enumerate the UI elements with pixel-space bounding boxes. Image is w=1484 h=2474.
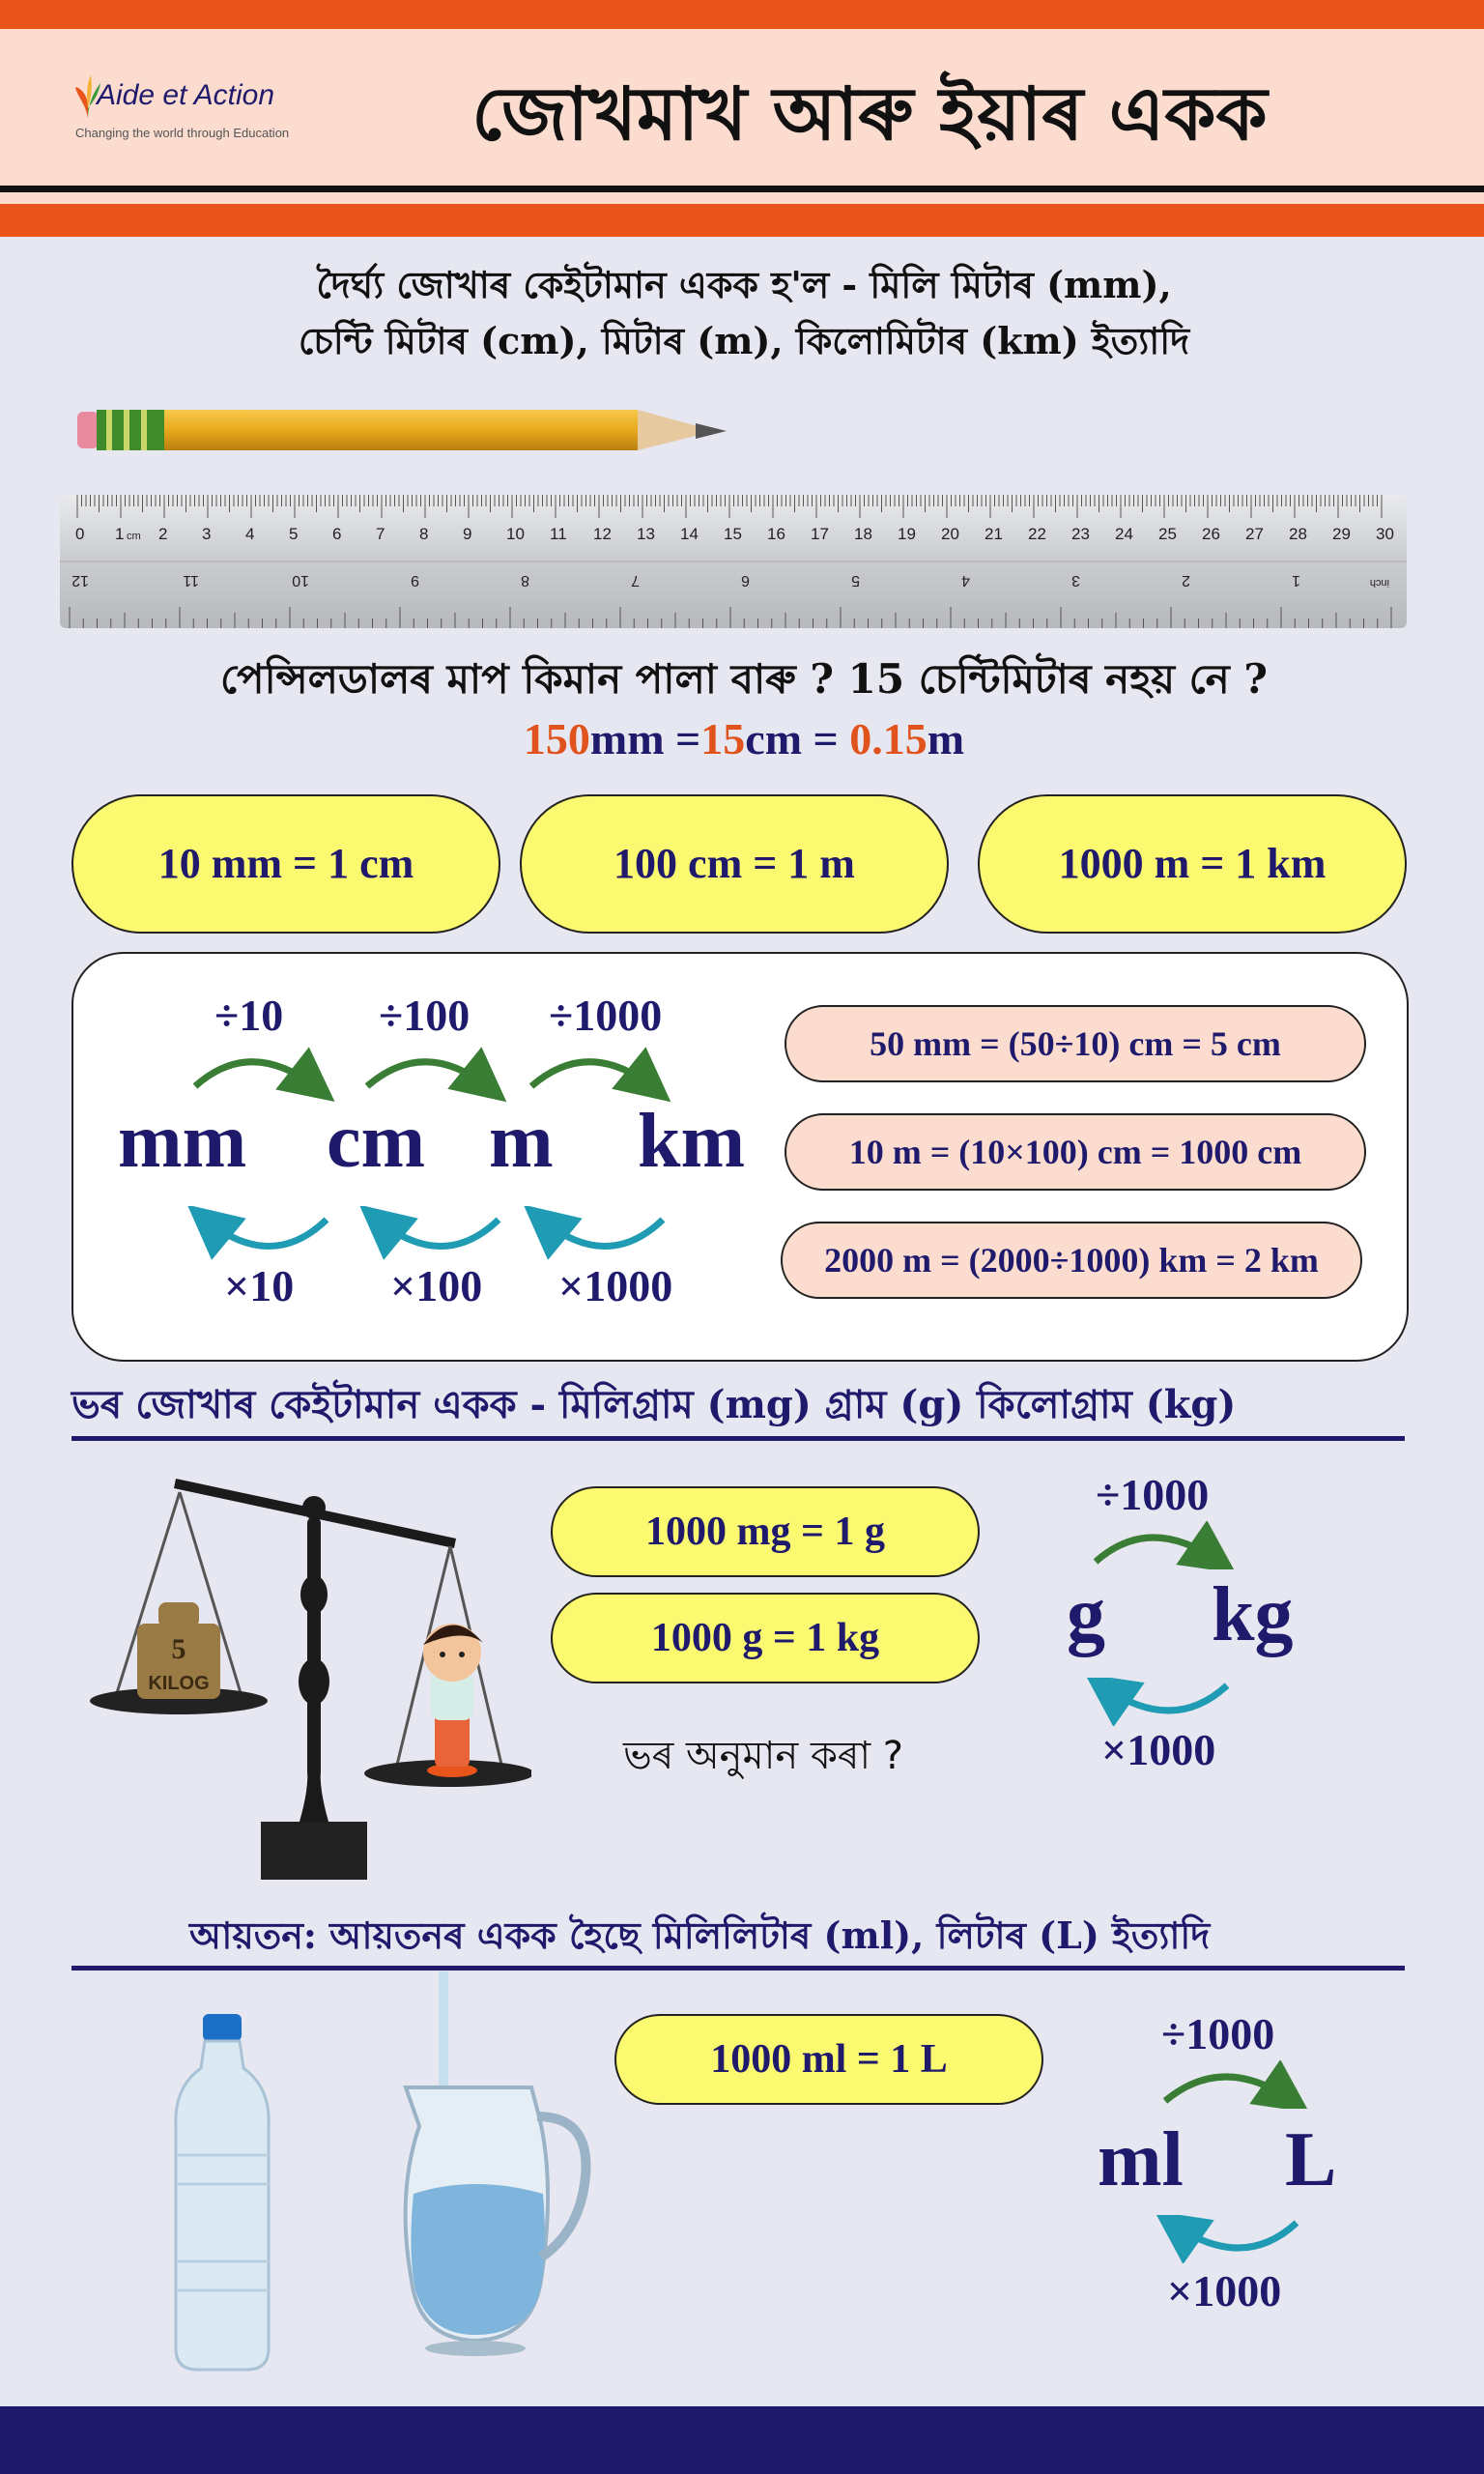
ruler-inch-label: 5 [851,572,860,589]
ruler-cm-label: 12 [593,525,612,543]
ruler-cm-label: 18 [854,525,872,543]
ruler-cm-label: 5 [289,525,299,543]
ruler-cm-label: 3 [202,525,212,543]
ruler-inch-label: 4 [961,572,970,589]
multiply-op-1000: ×1000 [558,1261,673,1310]
ruler-cm-label: 17 [811,525,829,543]
equiv-cm-unit: cm = [745,714,850,763]
ruler-cm-label: 6 [332,525,342,543]
ruler-cm-label: 13 [637,525,655,543]
footer-bar [0,2406,1484,2474]
example-m-cm: 10 m = (10×100) cm = 1000 cm [785,1113,1366,1191]
pill-g-kg: 1000 g = 1 kg [551,1593,980,1683]
ruler-cm-label: 29 [1332,525,1351,543]
volume-divide-arrow-icon [1156,2060,1310,2109]
multiply-op-10: ×10 [224,1261,295,1310]
volume-divide-op: ÷1000 [1161,2009,1275,2058]
unit-l: L [1285,2117,1337,2202]
pill-ml-l: 1000 ml = 1 L [614,2014,1043,2105]
length-intro-line1: দৈৰ্ঘ্য জোখাৰ কেইটামান একক হ'ল - মিলি মিটাৰ (mm), [316,263,1172,306]
ruler-cm-label: 19 [898,525,916,543]
ruler-inch-label: 2 [1182,572,1190,589]
ruler-cm-label: 24 [1115,525,1133,543]
pill-mg-g: 1000 mg = 1 g [551,1486,980,1577]
ruler-cm-label: 2 [158,525,168,543]
volume-multiply-arrow-icon [1156,2215,1310,2263]
ruler-cm-label: 15 [724,525,742,543]
pencil-image [77,396,734,458]
ruler-cm-label: 26 [1202,525,1220,543]
ruler-cm-unit: cm [127,531,141,542]
pill-m-km: 1000 m = 1 km [978,794,1407,934]
ruler-cm-label: 8 [419,525,429,543]
ruler-inch-label: 3 [1071,572,1080,589]
pill-mm-cm: 10 mm = 1 cm [71,794,500,934]
ruler-cm-label: 11 [550,525,567,543]
unit-cm: cm [327,1099,426,1184]
page-title: জোখমাখ আৰু ইয়াৰ একক [471,71,1268,157]
ruler-cm-label: 23 [1071,525,1090,543]
weight-multiply-op: ×1000 [1101,1725,1216,1774]
ruler-cm-label: 27 [1245,525,1264,543]
example-m-km: 2000 m = (2000÷1000) km = 2 km [781,1222,1362,1299]
length-intro-line2: চেন্টি মিটাৰ (cm), মিটাৰ (m), কিলোমিটাৰ (km) ইত্যাদি [298,319,1190,362]
arrow-cm-m-icon [367,1062,491,1089]
equiv-m-value: 0.15 [849,714,928,763]
balance-scale-image [77,1479,531,1894]
equiv-cm-value: 15 [700,714,746,763]
ruler-cm-label: 25 [1158,525,1177,543]
multiply-arrows [184,1206,686,1264]
pencil-question: পেন্সিলডালৰ মাপ কিমান পালা বাৰু ? 15 চেন্টিমিটাৰ নহয় নে ? [220,655,1268,703]
unit-ml: ml [1098,2117,1184,2202]
weight-multiply-arrow-icon [1086,1678,1241,1726]
weight-section-title: ভৰ জোখাৰ কেইটামান একক - মিলিগ্ৰাম (mg) গ্ৰাম (g) কিলোগ্ৰাম (kg) [71,1382,1237,1427]
weight-divide-op: ÷1000 [1096,1470,1210,1519]
header-divider-black [0,186,1484,192]
ruler-inch-label: 6 [741,572,750,589]
divide-op-10: ÷10 [214,991,284,1040]
unit-g: g [1067,1572,1105,1657]
equiv-mm-value: 150 [523,714,590,763]
unit-kg: kg [1212,1572,1294,1657]
weight-divider [71,1436,1405,1441]
ruler-cm-label: 16 [767,525,785,543]
weight-label-number: 5 [171,1633,186,1665]
water-bottle-image [155,2010,290,2377]
ruler-image [60,495,1407,628]
ruler-cm-label: 1 [115,525,125,543]
ruler-cm-label: 28 [1289,525,1307,543]
ruler-inch-label: 1 [1292,572,1300,589]
arrow-cm-mm-icon [203,1218,327,1247]
pill-cm-m: 100 cm = 1 m [520,794,949,934]
arrow-m-cm-icon [375,1218,499,1247]
ruler-inch-label: 7 [631,572,640,589]
volume-multiply-op: ×1000 [1167,2266,1282,2316]
weight-divide-arrow-icon [1082,1521,1237,1569]
arrow-mm-cm-icon [195,1062,319,1089]
ruler-inch-label: 11 [183,572,199,589]
ruler-cm-label: 30 [1376,525,1394,543]
water-jug-image [386,1971,599,2358]
ruler-inch-unit: inch [1369,577,1389,589]
ruler-cm-label: 21 [985,525,1003,543]
multiply-op-100: ×100 [390,1261,483,1310]
unit-m: m [489,1099,554,1184]
divide-op-100: ÷100 [379,991,471,1040]
arrow-m-km-icon [531,1062,655,1089]
ruler-cm-label: 14 [680,525,699,543]
weight-label-unit: KILOG [148,1673,210,1694]
ruler-cm-label: 9 [463,525,472,543]
ruler-cm-label: 10 [506,525,525,543]
example-mm-cm: 50 mm = (50÷10) cm = 5 cm [785,1005,1366,1082]
ruler-cm-label: 7 [376,525,385,543]
weight-guess-prompt: ভৰ অনুমান কৰা ? [622,1734,903,1778]
ruler-cm-label: 22 [1028,525,1046,543]
ruler-inch-label: 9 [411,572,419,589]
pencil-equivalence [193,713,1295,764]
arrow-km-m-icon [539,1218,663,1247]
ruler-inch-label: 10 [292,572,309,589]
unit-km: km [638,1099,746,1184]
unit-mm: mm [118,1099,247,1184]
equiv-m-unit: m [927,714,965,763]
volume-section-title: আয়তন: আয়তনৰ একক হৈছে মিলিলিটাৰ (ml), লিটাৰ (L) ইত্যাদি [189,1913,1211,1957]
divide-arrows [184,1046,686,1104]
ruler-cm-label: 0 [75,525,85,543]
top-orange-bar [0,0,1484,29]
ruler-inch-label: 8 [521,572,529,589]
divide-op-1000: ÷1000 [549,991,663,1040]
logo-text: Aide et Action [97,79,274,111]
ruler-cm-label: 20 [941,525,959,543]
logo-tagline: Changing the world through Education [75,126,290,140]
volume-divider [71,1966,1405,1971]
ruler-inch-label: 12 [71,572,89,589]
header-divider-orange [0,204,1484,237]
equiv-mm-unit: mm = [589,714,701,763]
ruler-cm-label: 4 [245,525,255,543]
length-intro [116,257,1372,369]
